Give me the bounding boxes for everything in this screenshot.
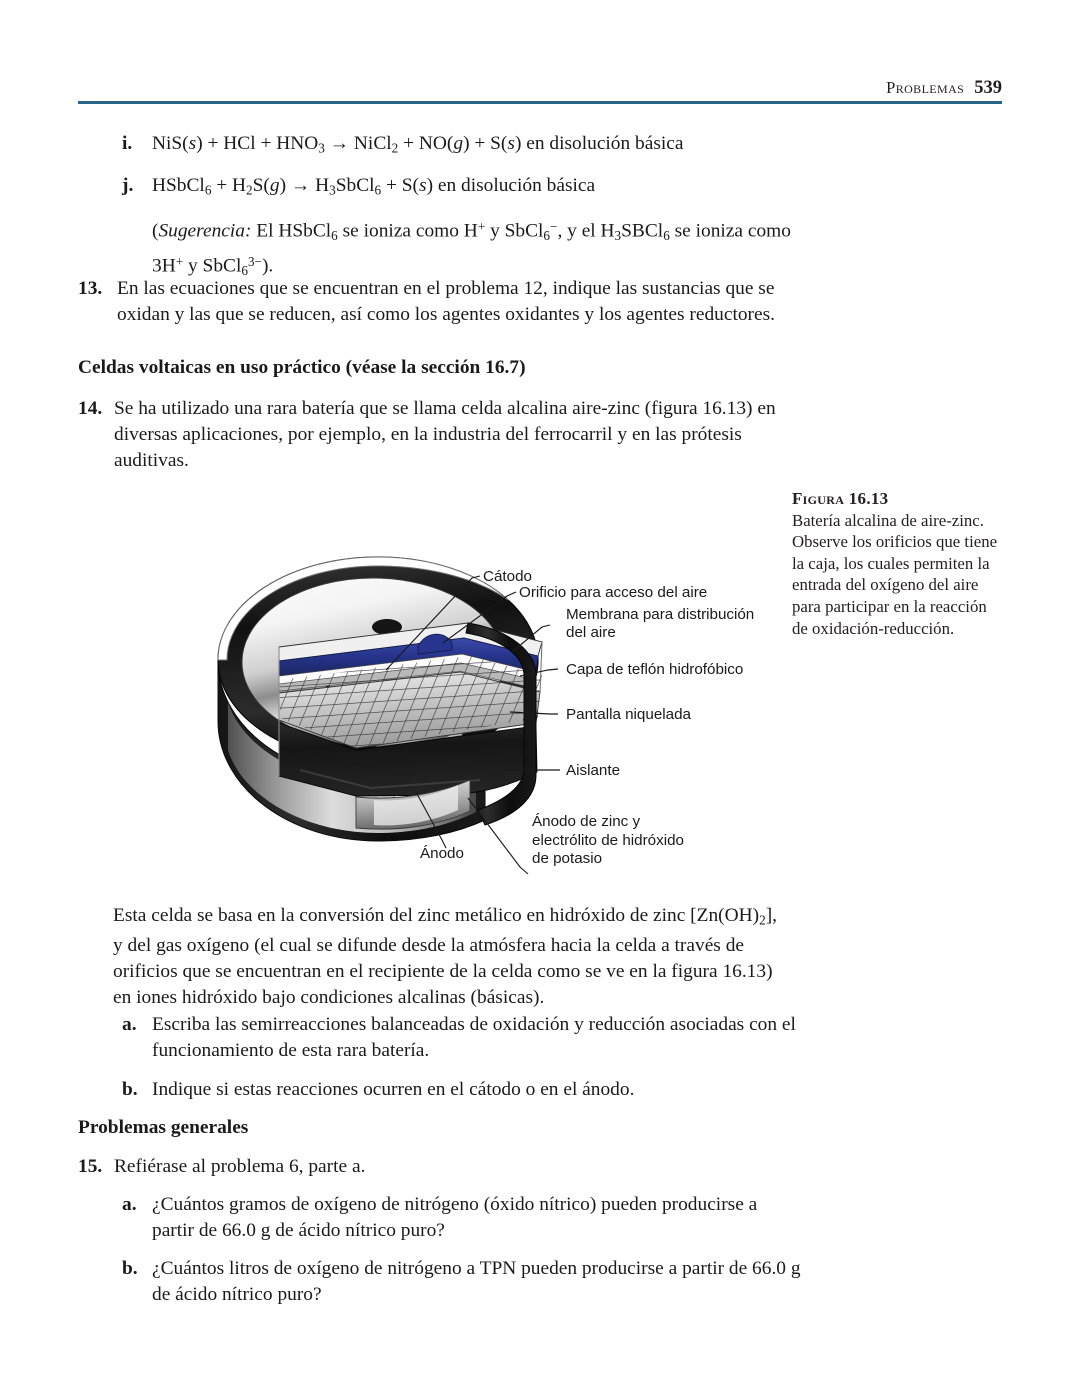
item-14a-text: Escriba las semirreacciones balanceadas de oxidación y reducción asociadas con el funcionamiento de esta rara batería.	[152, 1014, 796, 1061]
problem-item-14a	[122, 1012, 802, 1064]
battery-illustration	[218, 557, 560, 841]
header-rule	[78, 101, 1002, 104]
label-membrane-line1: Membrana para distribución	[566, 606, 755, 623]
cell-description-paragraph	[113, 903, 785, 1011]
problem-item-15b	[122, 1256, 802, 1308]
problem-item-14	[78, 396, 783, 473]
item-15a-text: ¿Cuántos gramos de oxígeno de nitrógeno (óxido nítrico) pueden producirse a partir de 66.0 g de ácido nítrico puro?	[152, 1194, 758, 1241]
item-15b-marker: b.	[122, 1258, 138, 1279]
label-air-hole: Orificio para acceso del aire	[519, 584, 708, 601]
problem-item-13	[78, 276, 778, 328]
problem-hint	[152, 214, 792, 284]
item-15-text: Refiérase al problema 6, parte a.	[114, 1156, 366, 1177]
section-heading-2-text: Problemas generales	[78, 1117, 249, 1138]
item-15a-marker: a.	[122, 1194, 137, 1215]
item-13-text: En las ecuaciones que se encuentran en el problema 12, indique las sustancias que se oxidan y las que se reducen, así como los agentes oxidantes y los agentes reductores.	[117, 278, 776, 325]
item-15-marker: 15.	[78, 1156, 103, 1177]
item-14b-text: Indique si estas reacciones ocurren en el cátodo o en el ánodo.	[152, 1079, 635, 1100]
running-head	[78, 78, 1002, 99]
item-i-text: NiS(s) + HCl + $HNO_3$ → NiCl$_2$ + NO(g) + S(s) en disolución básica	[152, 133, 684, 156]
label-insulator: Aislante	[566, 762, 621, 779]
label-screen: Pantalla niquelada	[566, 706, 691, 723]
figure-16-13	[180, 480, 800, 880]
label-anode: Ánodo	[420, 845, 464, 862]
label-zinc-anode-line2: electrólito de hidróxido	[532, 831, 684, 849]
section-heading-general-problems	[78, 1115, 868, 1141]
item-15b-text: ¿Cuántos litros de oxígeno de nitrógeno a TPN pueden producirse a partir de 66.0 g de ácido nítrico puro?	[152, 1258, 801, 1305]
item-j-marker: j.	[122, 175, 134, 196]
label-zinc-anode-line1: Ánodo de zinc y	[532, 813, 641, 830]
label-membrane-line2: del aire	[566, 624, 616, 641]
problem-item-j	[122, 173, 882, 203]
item-j-text: HSbCl$_6$ + $H_2S(g)$ → $H_3SbCl_6 + S(s)$ en disolución básica	[152, 175, 596, 198]
item-13-marker: 13.	[78, 278, 103, 299]
item-14-marker: 14.	[78, 398, 103, 419]
item-14b-marker: b.	[122, 1079, 138, 1100]
section-heading-voltaic-cells	[78, 355, 868, 381]
running-head-label: Problemas	[886, 78, 965, 97]
hint-lead: Sugerencia:	[158, 220, 252, 242]
label-zinc-anode-block	[532, 813, 762, 869]
problem-item-i	[122, 131, 882, 161]
item-i-marker: i.	[122, 133, 133, 154]
page-number: 539	[974, 78, 1002, 98]
label-zinc-anode-line3: de potasio	[532, 850, 603, 868]
section-heading-1-text: Celdas voltaicas en uso práctico (véase la sección 16.7)	[78, 357, 526, 378]
figure-caption-label: Figura 16.13	[792, 489, 889, 508]
figure-caption	[792, 488, 1004, 639]
item-14-text: Se ha utilizado una rara batería que se llama celda alcalina aire-zinc (figura 16.13) en diversas aplicaciones, por ejemplo, en la industria del ferrocarril y en las prótesis auditivas.	[114, 398, 776, 471]
problem-item-15a	[122, 1192, 802, 1244]
problem-item-15	[78, 1154, 778, 1180]
label-cathode: Cátodo	[483, 568, 532, 585]
hint-text: (Sugerencia: El HSbCl$_6$ se ioniza como H+ y SbCl$_6$−, y el $H_3SBCl_6$ se ioniza como 3H+ y SbCl$_6^{3-}$).	[152, 219, 791, 279]
problem-item-14b	[122, 1077, 802, 1103]
item-14a-marker: a.	[122, 1014, 137, 1035]
cell-description-text: Esta celda se basa en la conversión del zinc metálico en hidróxido de zinc $[Zn(OH)_2]$, y del gas oxígeno (el cual se difunde desde la atmósfera hacia la celda a través de orificios que se encuentran en el recipiente de la celda como se ve en la figura 16.13) en iones hidróxido bajo condiciones alcalinas (básicas).	[113, 905, 778, 1009]
figure-caption-text: Batería alcalina de aire-zinc. Observe los orificios que tiene la caja, los cuales permiten la entrada del oxígeno del aire para participar en la reacción de oxidación-reducción.	[792, 510, 998, 638]
label-teflon: Capa de teflón hidrofóbico	[566, 661, 744, 678]
